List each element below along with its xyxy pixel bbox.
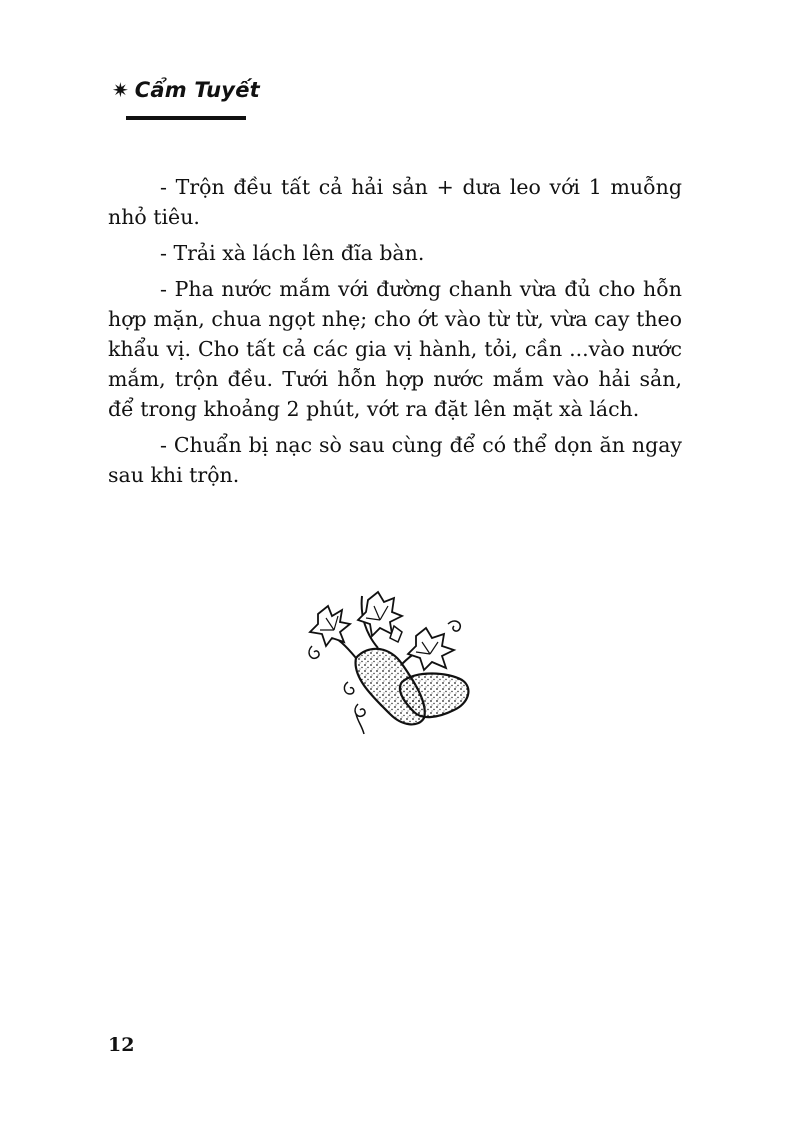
step-paragraph-1: - Trộn đều tất cả hải sản + dưa leo với 1 muỗng nhỏ tiêu.	[108, 175, 682, 229]
header-rule	[126, 116, 246, 120]
page-number: 12	[108, 1034, 135, 1056]
author-name: Cẩm Tuyết	[134, 78, 260, 102]
recipe-steps	[108, 172, 682, 496]
step-paragraph-3: - Pha nước mắm với đường chanh vừa đủ cho hỗn hợp mặn, chua ngọt nhẹ; cho ớt vào từ từ, vừa cay theo khẩu vị. Cho tất cả các gia vị hành, tỏi, cần ...vào nước mắm, trộn đều. Tưới hỗn hợp nước mắm vào hải sản, để trong khoảng 2 phút, vớt ra đặt lên mặt xà lách.	[108, 277, 682, 421]
star-icon: ✷	[112, 78, 129, 102]
running-header	[112, 78, 260, 102]
cucumber-vine-illustration	[298, 586, 473, 736]
step-paragraph-4: - Chuẩn bị nạc sò sau cùng để có thể dọn ăn ngay sau khi trộn.	[108, 433, 682, 487]
step-paragraph-2: - Trải xà lách lên đĩa bàn.	[160, 241, 425, 265]
